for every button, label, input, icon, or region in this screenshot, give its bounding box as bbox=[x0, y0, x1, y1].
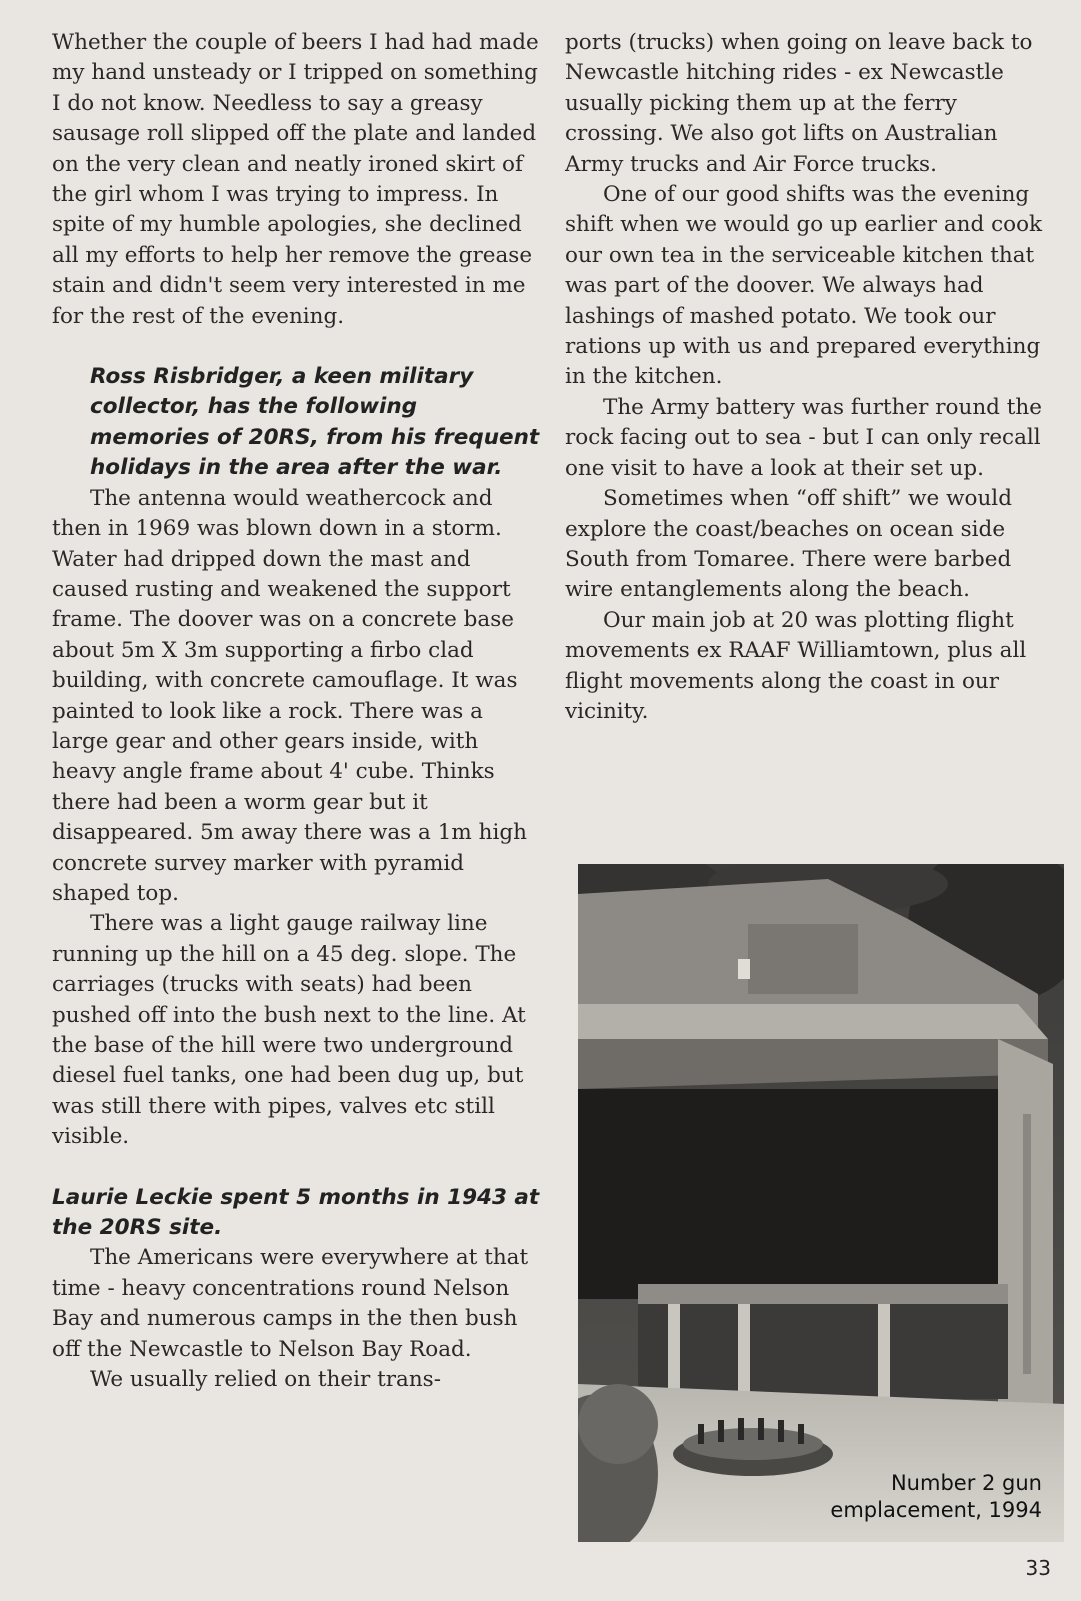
paragraph-relied: We usually relied on their trans- bbox=[90, 1367, 441, 1393]
photo-caption bbox=[830, 1470, 1042, 1524]
caption-line-2: emplacement, 1994 bbox=[830, 1498, 1042, 1522]
gun-emplacement-photo bbox=[578, 864, 1064, 1542]
heading-laurie-leckie: Laurie Leckie spent 5 months in 1943 at the 20RS site. bbox=[52, 1184, 540, 1241]
right-column bbox=[565, 28, 1057, 727]
photo-illustration bbox=[578, 864, 1064, 1542]
paragraph-explore: Sometimes when “off shift” we would explore the coast/beaches on ocean side South from Tomaree. There were barbed wire entanglements along the beach. bbox=[565, 486, 1012, 603]
paragraph-americans: The Americans were everywhere at that time - heavy concentrations round Nelson Bay and numerous camps in the then bush off the Newcastle to Nelson Bay Road. bbox=[52, 1245, 529, 1362]
caption-line-1: Number 2 gun bbox=[890, 1471, 1042, 1495]
paragraph-antenna: The antenna would weathercock and then in 1969 was blown down in a storm. Water had dripped down the mast and caused rusting and weakened the support frame. The doover was on a concrete base about 5m X 3m supporting a firbo clad building, with concrete camouflage. It was painted to look like a rock. There was a large gear and other gears inside, with heavy angle frame about 4' cube. Thinks there had been a worm gear but it disappeared. 5m away there was a 1m high concrete survey marker with pyramid shaped top. bbox=[52, 485, 527, 906]
left-column bbox=[52, 28, 544, 1395]
page-number: 33 bbox=[1025, 1556, 1051, 1580]
paragraph-railway: There was a light gauge railway line running up the hill on a 45 deg. slope. The carriages (trucks with seats) had been pushed off into the bush next to the line. At the base of the hill were two underground diesel fuel tanks, one had been dug up, but was still there with pipes, valves etc still visible. bbox=[52, 911, 526, 1150]
paragraph-ports: ports (trucks) when going on leave back to Newcastle hitching rides - ex Newcastle usually picking them up at the ferry crossing. We also got lifts on Australian Army trucks and Air Force trucks. bbox=[565, 30, 1033, 177]
section-gap bbox=[52, 1153, 544, 1183]
paragraph-evening-shift: One of our good shifts was the evening shift when we would go up earlier and cook our own tea in the serviceable kitchen that was part of the doover. We always had lashings of mashed potato. We took our rations up with us and prepared everything in the kitchen. bbox=[565, 182, 1043, 390]
section-gap bbox=[52, 332, 544, 362]
paragraph-intro: Whether the couple of beers I had had made my hand unsteady or I tripped on something I do not know. Needless to say a greasy sausage roll slipped off the plate and landed on the very clean and neatly ironed skirt of the girl whom I was trying to impress. In spite of my humble apologies, she declined all my efforts to help her remove the grease stain and didn't seem very interested in me for the rest of the evening. bbox=[52, 30, 539, 329]
paragraph-main-job: Our main job at 20 was plotting flight movements ex RAAF Williamtown, plus all flight movements along the coast in our vicinity. bbox=[565, 607, 1027, 724]
paragraph-army-battery: The Army battery was further round the rock facing out to sea - but I can only recall one visit to have a look at their set up. bbox=[565, 394, 1042, 481]
heading-ross-risbridger: Ross Risbridger, a keen military collector, has the following memories of 20RS, from his frequent holidays in the area after the war. bbox=[90, 364, 540, 481]
